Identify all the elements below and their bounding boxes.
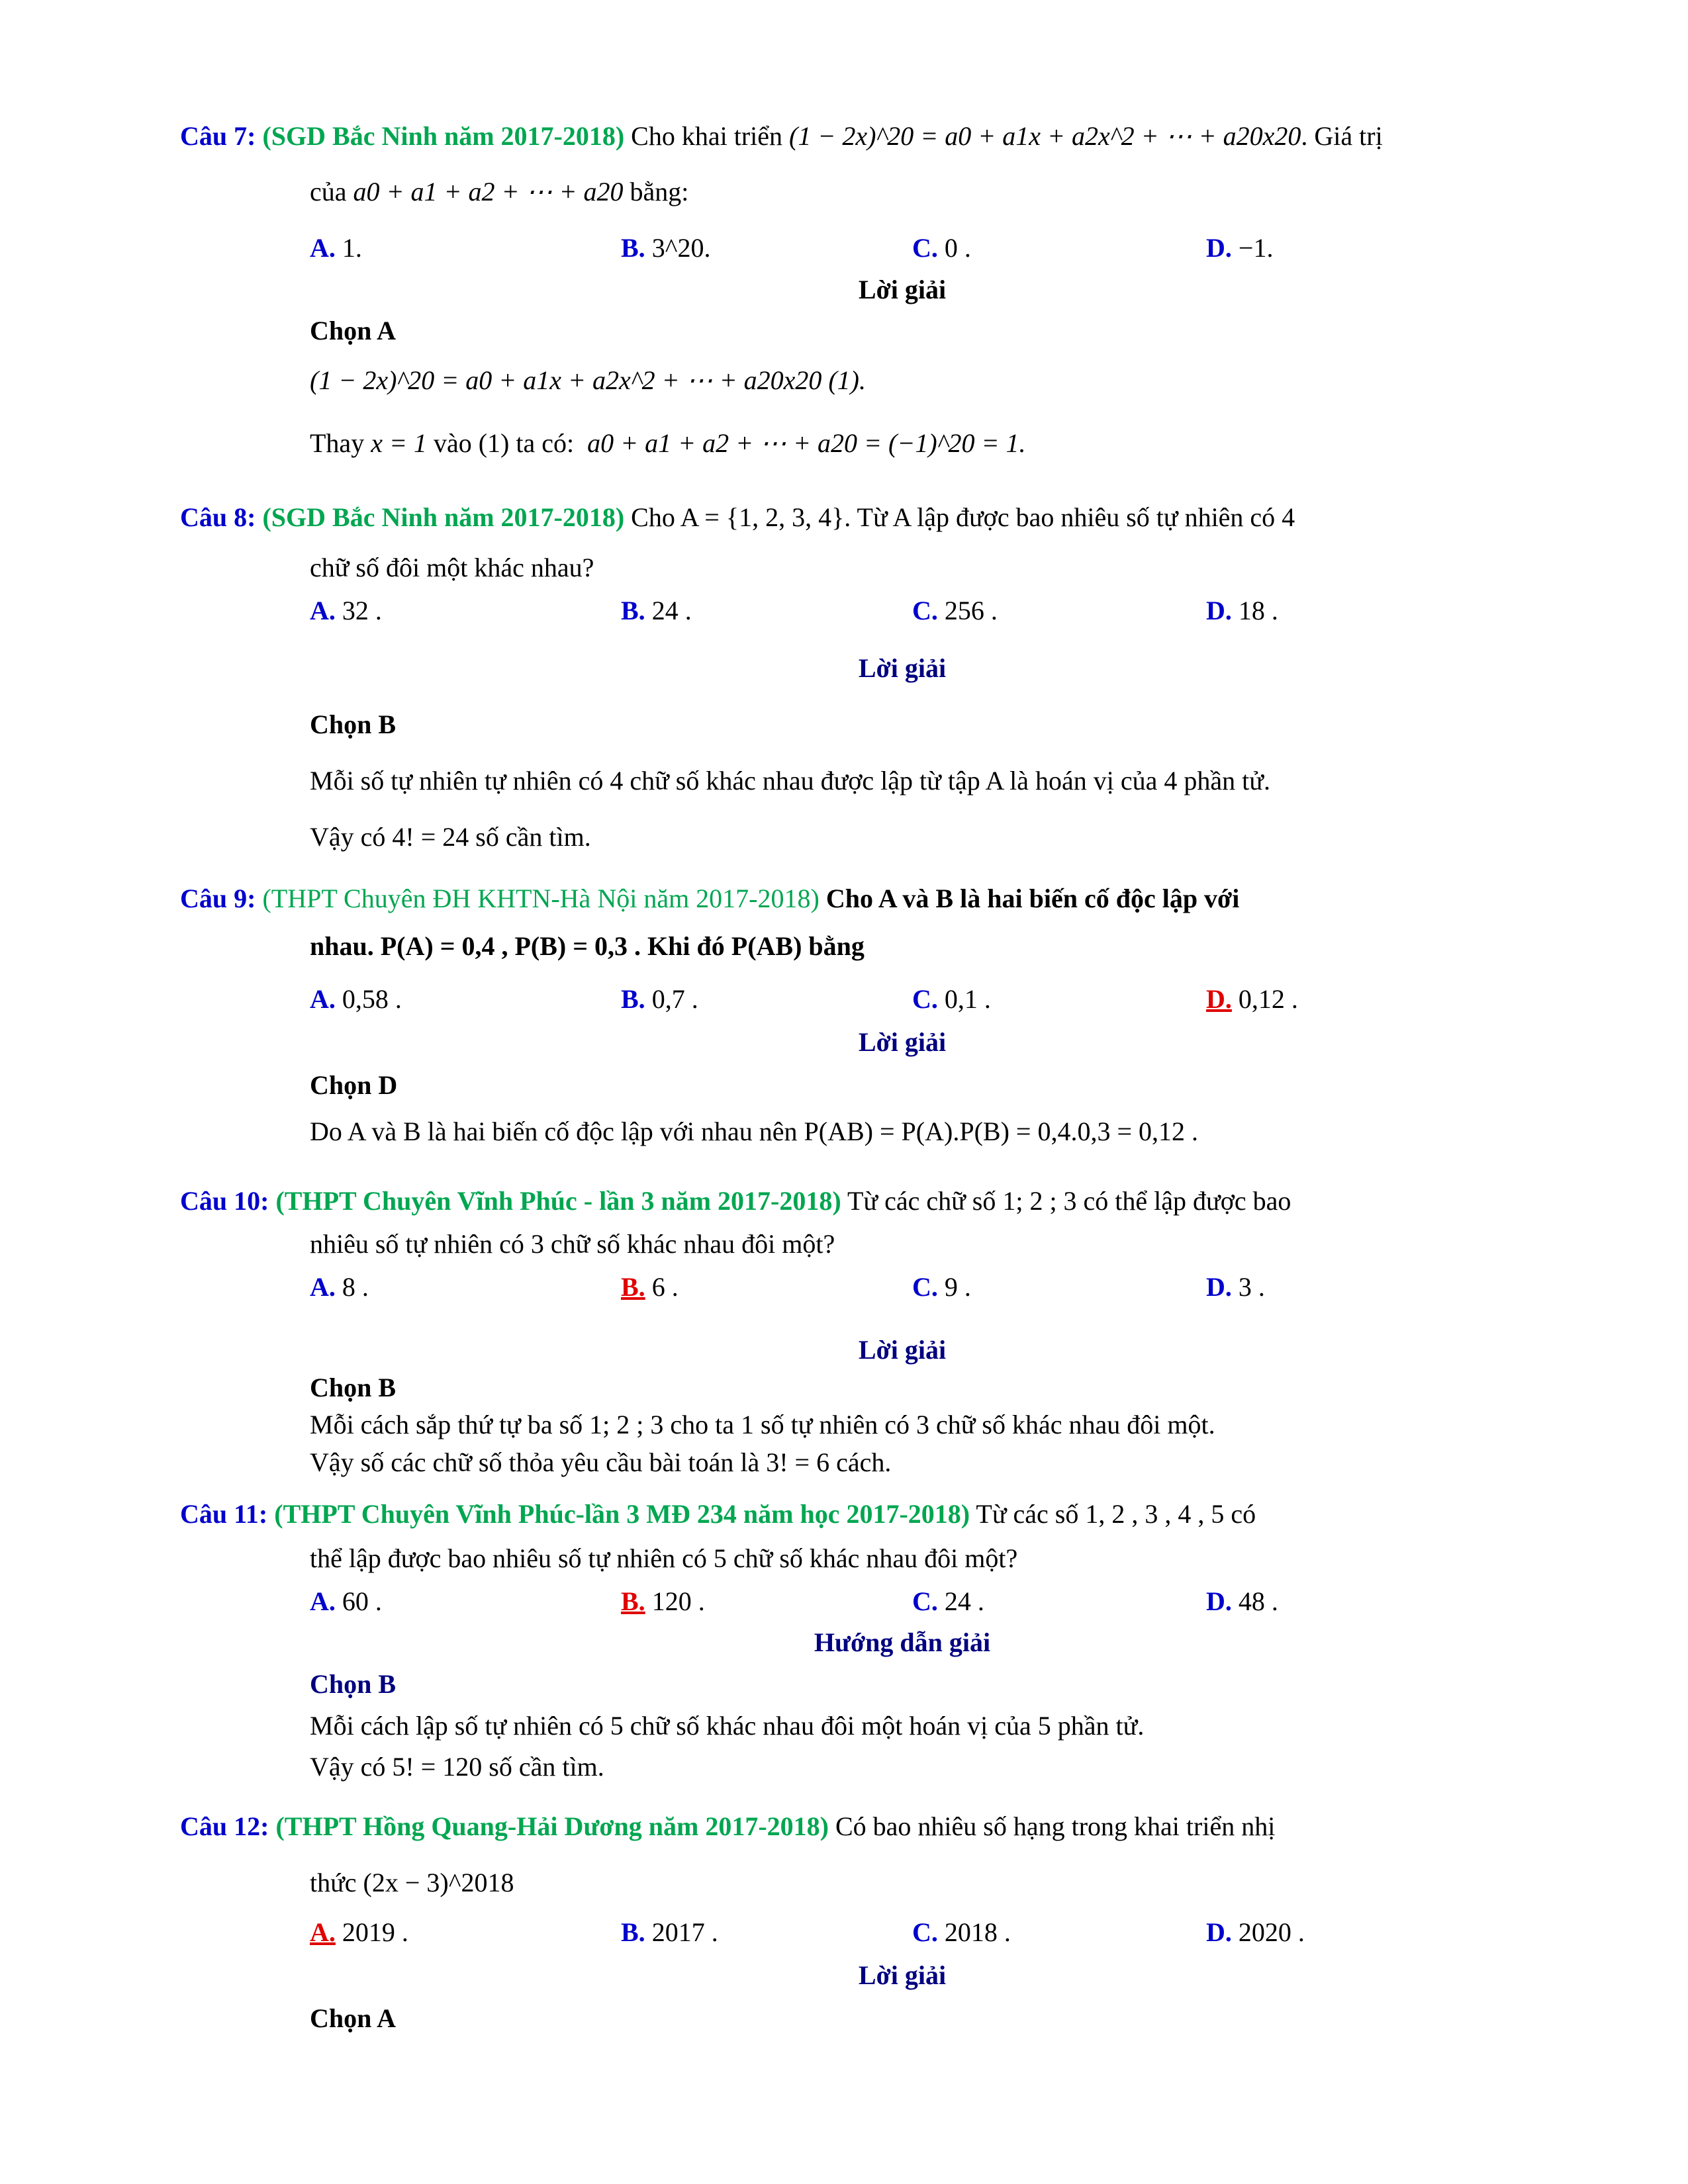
option-value: 60 . xyxy=(342,1586,382,1616)
option-letter: D. xyxy=(1206,596,1232,625)
option-value: 0,7 . xyxy=(651,984,698,1014)
option-value: 0,12 . xyxy=(1238,984,1298,1014)
option-value: 8 . xyxy=(342,1272,369,1302)
solution-text: Thay xyxy=(310,428,365,458)
option-d xyxy=(1206,235,1273,261)
chosen-answer: Chọn A xyxy=(310,2003,397,2033)
solution-title xyxy=(58,1337,1688,1363)
question-11-line-2: thể lập được bao nhiêu số tự nhiên có 5 chữ số khác nhau đôi một? xyxy=(310,1543,1018,1573)
option-b xyxy=(621,1919,718,1946)
question-12-line-1 xyxy=(180,1813,1275,1840)
option-value: 24 . xyxy=(651,596,692,625)
option-value: 2018 . xyxy=(944,1917,1011,1947)
solution-line: Do A và B là hai biến cố độc lập với nhau nên P(AB) = P(A).P(B) = 0,4.0,3 = 0,12 . xyxy=(310,1116,1199,1146)
option-value: 3 . xyxy=(1238,1272,1265,1302)
solution-title-text: Lời giải xyxy=(858,1335,947,1365)
option-c xyxy=(912,986,991,1013)
option-letter: C. xyxy=(912,233,938,263)
solution-title-text: Lời giải xyxy=(858,653,947,683)
solution-title xyxy=(58,277,1688,303)
formula: (1 − 2x)^20 = a0 + a1x + a2x^2 + ⋯ + a20x20 xyxy=(789,121,1301,151)
question-label: Câu 10: xyxy=(180,1186,269,1216)
option-letter: A. xyxy=(310,233,336,263)
question-9-line-2: nhau. P(A) = 0,4 , P(B) = 0,3 . Khi đó P(AB) bằng xyxy=(310,931,865,961)
option-a xyxy=(310,1919,408,1946)
question-10-line-1 xyxy=(180,1188,1291,1214)
question-source: (THPT Chuyên Vĩnh Phúc-lần 3 MĐ 234 năm học 2017-2018) xyxy=(274,1499,970,1529)
question-text: Cho A = {1, 2, 3, 4}. Từ A lập được bao nhiêu số tự nhiên có 4 xyxy=(631,502,1295,532)
option-c xyxy=(912,235,971,261)
option-value: 120 . xyxy=(651,1586,705,1616)
option-value: 256 . xyxy=(944,596,998,625)
solution-title xyxy=(58,655,1688,682)
question-7-line-2 xyxy=(310,179,688,205)
option-letter: D. xyxy=(1206,233,1232,263)
chosen-answer: Chọn B xyxy=(310,1669,397,1699)
option-letter: C. xyxy=(912,1272,938,1302)
option-letter: A. xyxy=(310,984,336,1014)
question-text: . Giá trị xyxy=(1301,121,1383,151)
option-letter: B. xyxy=(621,984,645,1014)
option-letter-correct: A. xyxy=(310,1917,336,1947)
question-9-line-1 xyxy=(180,886,1239,912)
option-value: 2020 . xyxy=(1238,1917,1305,1947)
chosen-answer: Chọn B xyxy=(310,709,397,739)
question-text: Có bao nhiêu số hạng trong khai triển nhị xyxy=(835,1811,1276,1841)
solution-title-text: Hướng dẫn giải xyxy=(814,1627,991,1657)
option-a xyxy=(310,598,382,624)
solution-line: Mỗi cách lập số tự nhiên có 5 chữ số khác nhau đôi một hoán vị của 5 phần tử. xyxy=(310,1711,1145,1741)
question-8-line-2: chữ số đôi một khác nhau? xyxy=(310,553,594,582)
option-value: 0 . xyxy=(944,233,971,263)
option-value: 24 . xyxy=(944,1586,984,1616)
question-10-line-2: nhiêu số tự nhiên có 3 chữ số khác nhau đôi một? xyxy=(310,1229,835,1259)
question-12-line-2: thức (2x − 3)^2018 xyxy=(310,1868,514,1897)
option-letter: C. xyxy=(912,1917,938,1947)
option-d xyxy=(1206,598,1278,624)
option-d xyxy=(1206,1588,1278,1615)
chosen-answer: Chọn B xyxy=(310,1373,397,1402)
option-value: −1. xyxy=(1238,233,1274,263)
option-c xyxy=(912,1588,984,1615)
question-label: Câu 11: xyxy=(180,1499,268,1529)
option-c xyxy=(912,1919,1011,1946)
solution-title-text: Lời giải xyxy=(858,1960,947,1990)
solution-line: Mỗi cách sắp thứ tự ba số 1; 2 ; 3 cho ta 1 số tự nhiên có 3 chữ số khác nhau đôi một. xyxy=(310,1410,1215,1439)
option-letter: D. xyxy=(1206,1586,1232,1616)
option-value: 2019 . xyxy=(342,1917,408,1947)
option-letter: D. xyxy=(1206,1917,1232,1947)
option-a xyxy=(310,235,362,261)
option-letter: D. xyxy=(1206,1272,1232,1302)
question-label: Câu 7: xyxy=(180,121,256,151)
solution-line: Vậy số các chữ số thỏa yêu cầu bài toán là 3! = 6 cách. xyxy=(310,1447,892,1477)
question-11-line-1 xyxy=(180,1501,1256,1527)
option-c xyxy=(912,1274,971,1300)
option-value: 18 . xyxy=(1238,596,1278,625)
option-letter: C. xyxy=(912,596,938,625)
option-b xyxy=(621,986,698,1013)
option-letter: B. xyxy=(621,233,645,263)
chosen-answer: Chọn A xyxy=(310,316,397,345)
solution-line: Vậy có 5! = 120 số cần tìm. xyxy=(310,1752,604,1782)
option-b xyxy=(621,235,710,261)
question-source: (THPT Chuyên ĐH KHTN-Hà Nội năm 2017-2018) xyxy=(262,884,820,913)
option-b xyxy=(621,1588,705,1615)
option-letter-correct: D. xyxy=(1206,984,1232,1014)
option-letter: A. xyxy=(310,1586,336,1616)
option-letter-correct: B. xyxy=(621,1586,645,1616)
solution-title xyxy=(58,1962,1688,1989)
option-value: 3^20. xyxy=(651,233,711,263)
question-label: Câu 12: xyxy=(180,1811,269,1841)
option-letter: C. xyxy=(912,984,938,1014)
option-c xyxy=(912,598,998,624)
option-letter: B. xyxy=(621,1917,645,1947)
question-source: (THPT Chuyên Vĩnh Phúc - lần 3 năm 2017-2018) xyxy=(275,1186,841,1216)
option-a xyxy=(310,1588,382,1615)
question-source: (SGD Bắc Ninh năm 2017-2018) xyxy=(262,502,625,532)
option-letter: C. xyxy=(912,1586,938,1616)
solution-title xyxy=(58,1029,1688,1056)
option-value: 0,58 . xyxy=(342,984,402,1014)
solution-text: x = 1 xyxy=(371,428,427,458)
option-value: 48 . xyxy=(1238,1586,1278,1616)
question-text: bằng: xyxy=(630,177,689,206)
solution-line xyxy=(310,430,1026,457)
formula: a0 + a1 + a2 + ⋯ + a20 xyxy=(353,177,624,206)
question-text: Từ các chữ số 1; 2 ; 3 có thể lập được bao xyxy=(847,1186,1291,1216)
solution-line: Mỗi số tự nhiên tự nhiên có 4 chữ số khác nhau được lập từ tập A là hoán vị của 4 phần tử. xyxy=(310,766,1270,796)
option-d xyxy=(1206,1919,1305,1946)
option-value: 9 . xyxy=(944,1272,971,1302)
solution-line: Vậy có 4! = 24 số cần tìm. xyxy=(310,822,591,852)
solution-title xyxy=(58,1629,1688,1656)
option-letter-correct: B. xyxy=(621,1272,645,1302)
option-a xyxy=(310,986,402,1013)
option-value: 6 . xyxy=(651,1272,679,1302)
question-text: của xyxy=(310,177,347,206)
solution-line: (1 − 2x)^20 = a0 + a1x + a2x^2 + ⋯ + a20x20 (1). xyxy=(310,365,866,395)
option-d xyxy=(1206,1274,1265,1300)
option-value: 32 . xyxy=(342,596,382,625)
solution-title-text: Lời giải xyxy=(858,1027,947,1057)
option-b xyxy=(621,1274,679,1300)
option-a xyxy=(310,1274,369,1300)
option-letter: A. xyxy=(310,1272,336,1302)
option-letter: A. xyxy=(310,596,336,625)
question-source: (SGD Bắc Ninh năm 2017-2018) xyxy=(262,121,625,151)
option-value: 0,1 . xyxy=(944,984,991,1014)
question-8-line-1 xyxy=(180,504,1295,531)
question-source: (THPT Hồng Quang-Hải Dương năm 2017-2018) xyxy=(275,1811,829,1841)
question-label: Câu 9: xyxy=(180,884,256,913)
option-d xyxy=(1206,986,1298,1013)
option-letter: B. xyxy=(621,596,645,625)
chosen-answer: Chọn D xyxy=(310,1070,398,1100)
question-7-line-1 xyxy=(180,123,1383,150)
option-value: 2017 . xyxy=(651,1917,718,1947)
solution-title-text: Lời giải xyxy=(858,275,947,304)
question-text: Cho A và B là hai biến cố độc lập với xyxy=(825,884,1240,913)
solution-text: vào (1) ta có: xyxy=(433,428,575,458)
option-value: 1. xyxy=(342,233,362,263)
question-text: Cho khai triển xyxy=(631,121,783,151)
question-label: Câu 8: xyxy=(180,502,256,532)
solution-text: a0 + a1 + a2 + ⋯ + a20 = (−1)^20 = 1. xyxy=(587,428,1026,458)
question-text: Từ các số 1, 2 , 3 , 4 , 5 có xyxy=(976,1499,1256,1529)
option-b xyxy=(621,598,692,624)
